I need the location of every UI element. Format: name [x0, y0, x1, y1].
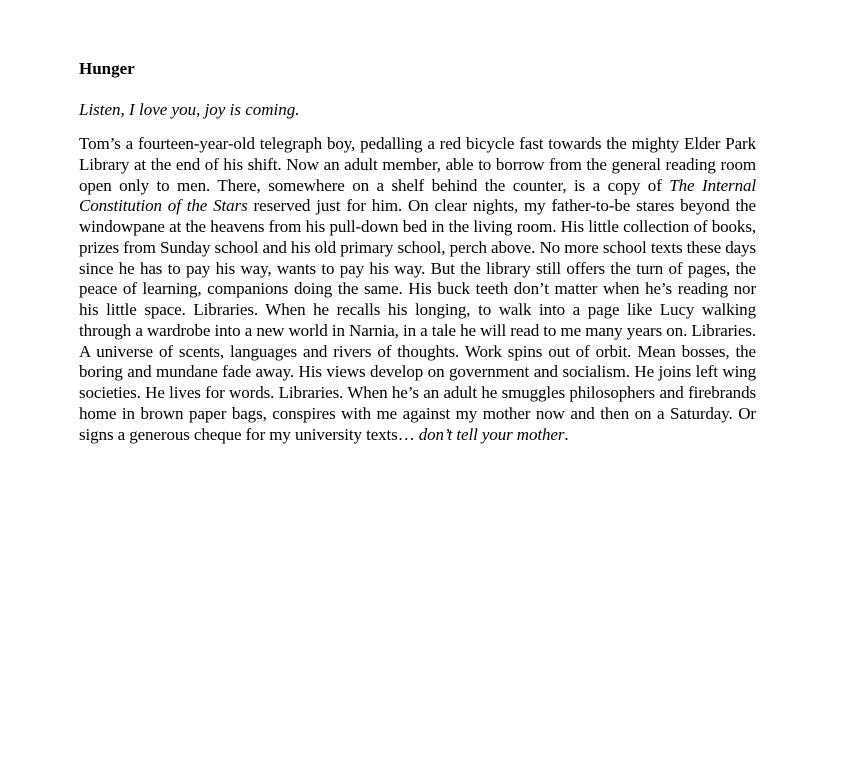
closing-quote: don’t tell your mother — [418, 424, 565, 444]
paragraph-text-part1: Tom’s a fourteen-year-old telegraph boy, pedalling a red bicycle fast towards the mighty Elder Park Library at the end of his shift. Now an adult member, able to borrow from the general reading room open only to men. There, somewhere on a shelf behind the counter, is a copy of — [79, 134, 756, 195]
book-title: The Internal Constitution of the Stars — [79, 175, 756, 216]
paragraph-text-part2: reserved just for him. On clear nights, my father-to-be stares beyond the windowpane at the heavens from his pull-down bed in the living room. His little collection of books, prizes from Sunday school and his old primary school, perch above. No more school texts these days since he has to pay his way, wants to pay his way. But the library still offers the turn of pages, the peace of learning, companions doing the same. His buck teeth don’t matter when he’s reading nor his little space. Libraries. When he recalls his longing, to walk into a page like Lucy walking through a wardrobe into a new world in Narnia, in a tale he will read to me many years on. Libraries. A universe of scents, languages and rivers of thoughts. Work spins out of orbit. Mean bosses, the boring and mundane fade away. His views develop on government and socialism. He joins left wing societies. He lives for words. Libraries. When he’s an adult he smuggles philosophers and firebrands home in brown paper bags, conspires with me against my mother now and then on a Saturday. Or signs a generous cheque for my university texts… — [79, 196, 756, 444]
document-title: Hunger — [79, 59, 135, 78]
closing-punctuation: . — [564, 424, 569, 444]
body-paragraph — [79, 134, 756, 445]
document-page — [79, 58, 756, 445]
epigraph: Listen, I love you, joy is coming. — [79, 100, 300, 119]
